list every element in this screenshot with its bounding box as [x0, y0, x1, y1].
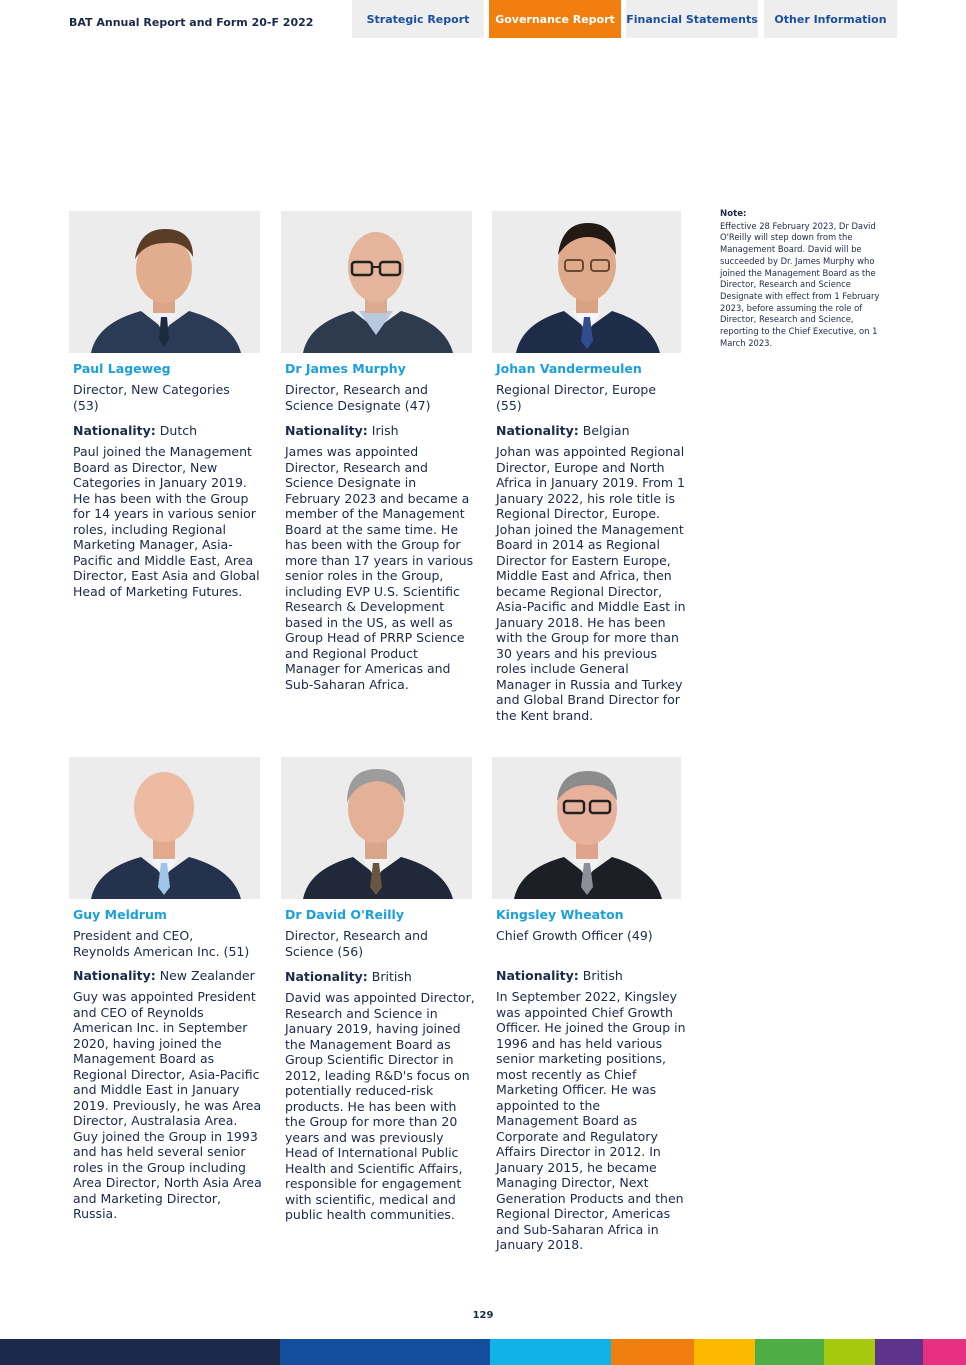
stripe-segment [875, 1339, 923, 1365]
nationality-value: New Zealander [159, 968, 255, 983]
member-bio: Guy was appointed President and CEO of Reynolds American Inc. in September 2020, having joined the Management Board as Regional Director, Asia-Pacific and Middle East in January 2019. Previously, he was Area Director, Australasia Area. Guy joined the Group in 1993 and has held several senior roles in the Group including Area Director, North Asia Area and Marketing Director, Russia. [73, 989, 262, 1221]
nationality-value: British [582, 968, 623, 983]
member-bio: James was appointed Director, Research and Science Designate in February 2023 and became a member of the Management Board at the same time. He has been with the Group for more than 17 years in various senior roles in the Group, including EVP U.S. Scientific Research & Development based in the US, as well as Group Head of PRRP Science and Regional Product Manager for Americas and Sub-Saharan Africa. [285, 444, 474, 692]
portrait-photo [281, 211, 472, 353]
tab-strategic-report[interactable]: Strategic Report [352, 0, 484, 38]
stripe-segment [490, 1339, 611, 1365]
nationality-line [285, 423, 399, 439]
member-role: Chief Growth Officer (49) [496, 928, 653, 943]
member-bio: David was appointed Director, Research and Science in January 2019, having joined the Management Board as Group Scientific Director in 2012, leading R&D's focus on potentially reduced-risk products. He has been with the Group for more than 20 years and was previously Head of International Public Health and Scientific Affairs, responsible for engagement with scientific, medical and public health communities. [285, 990, 475, 1222]
tab-financial-statements[interactable]: Financial Statements [626, 0, 758, 38]
stripe-segment [824, 1339, 875, 1365]
member-bio: Paul joined the Management Board as Director, New Categories in January 2019. He has been with the Group for 14 years in various senior roles, including Regional Marketing Manager, Asia-Pacific and Middle East, Area Director, East Asia and Global Head of Marketing Futures. [73, 444, 260, 599]
member-name: Dr David O'Reilly [285, 907, 404, 922]
member-role: Director, Research and Science Designate (47) [285, 382, 431, 413]
nationality-line [73, 968, 255, 984]
member-name: Guy Meldrum [73, 907, 167, 922]
stripe-segment [694, 1339, 755, 1365]
portrait-photo [492, 211, 681, 353]
member-role: Director, New Categories (53) [73, 382, 230, 413]
stripe-segment [280, 1339, 490, 1365]
page-number: 129 [472, 1310, 494, 1321]
nationality-value: Dutch [159, 423, 198, 438]
member-card [281, 757, 476, 1237]
note-text: Effective 28 February 2023, Dr David O'Reilly will step down from the Management Board. David will be succeeded by Dr. James Murphy who joined the Management Board as the Director, Research and Science Designate with effect from 1 February 2023, before assuming the role of Director, Research and Science, reporting to the Chief Executive, on 1 March 2023. [720, 220, 880, 348]
portrait-photo [69, 757, 260, 899]
note-label: Note: [720, 209, 747, 219]
member-card [69, 757, 264, 1237]
stripe-segment [755, 1339, 824, 1365]
member-role: Regional Director, Europe (55) [496, 382, 657, 413]
stripe-segment [0, 1339, 280, 1365]
nationality-line [496, 968, 623, 984]
nationality-label: Nationality: [285, 423, 368, 438]
nationality-line [73, 423, 197, 439]
member-card [69, 211, 264, 731]
nationality-line [285, 969, 412, 985]
member-name: Johan Vandermeulen [496, 361, 642, 376]
tab-governance-report[interactable]: Governance Report [489, 0, 621, 38]
member-role: President and CEO, Reynolds American Inc. (51) [73, 928, 250, 959]
portrait-photo [281, 757, 472, 899]
tab-other-information[interactable]: Other Information [764, 0, 897, 38]
member-bio: Johan was appointed Regional Director, Europe and North Africa in January 2019. From 1 January 2022, his role title is Regional Director, Europe. Johan joined the Management Board in 2014 as Regional Director for Eastern Europe, Middle East and Africa, then became Regional Director, Asia-Pacific and Middle East in January 2018. He has been with the Group for more than 30 years and his previous roles include General Manager in Russia and Turkey and Global Brand Director for the Kent brand. [496, 444, 686, 723]
member-name: Dr James Murphy [285, 361, 406, 376]
nationality-label: Nationality: [73, 423, 156, 438]
stripe-segment [611, 1339, 694, 1365]
nationality-label: Nationality: [73, 968, 156, 983]
member-card [492, 211, 687, 741]
portrait-photo [69, 211, 260, 353]
nationality-label: Nationality: [285, 969, 368, 984]
nationality-label: Nationality: [496, 968, 579, 983]
member-name: Kingsley Wheaton [496, 907, 624, 922]
note-box [720, 209, 892, 349]
document-title: BAT Annual Report and Form 20-F 2022 [69, 16, 314, 29]
nationality-line [496, 423, 630, 439]
member-card [492, 757, 687, 1257]
member-role: Director, Research and Science (56) [285, 928, 428, 959]
nationality-label: Nationality: [496, 423, 579, 438]
portrait-photo [492, 757, 681, 899]
member-card [281, 211, 476, 731]
member-bio: In September 2022, Kingsley was appointed Chief Growth Officer. He joined the Group in 1996 and has held various senior marketing positions, most recently as Chief Marketing Officer. He was appointed to the Management Board as Corporate and Regulatory Affairs Director in 2012. In January 2015, he became Managing Director, Next Generation Products and then Regional Director, Americas and Sub-Saharan Africa in January 2018. [496, 989, 686, 1252]
nationality-value: British [371, 969, 412, 984]
nationality-value: Belgian [582, 423, 630, 438]
stripe-segment [923, 1339, 966, 1365]
nationality-value: Irish [371, 423, 399, 438]
member-name: Paul Lageweg [73, 361, 171, 376]
